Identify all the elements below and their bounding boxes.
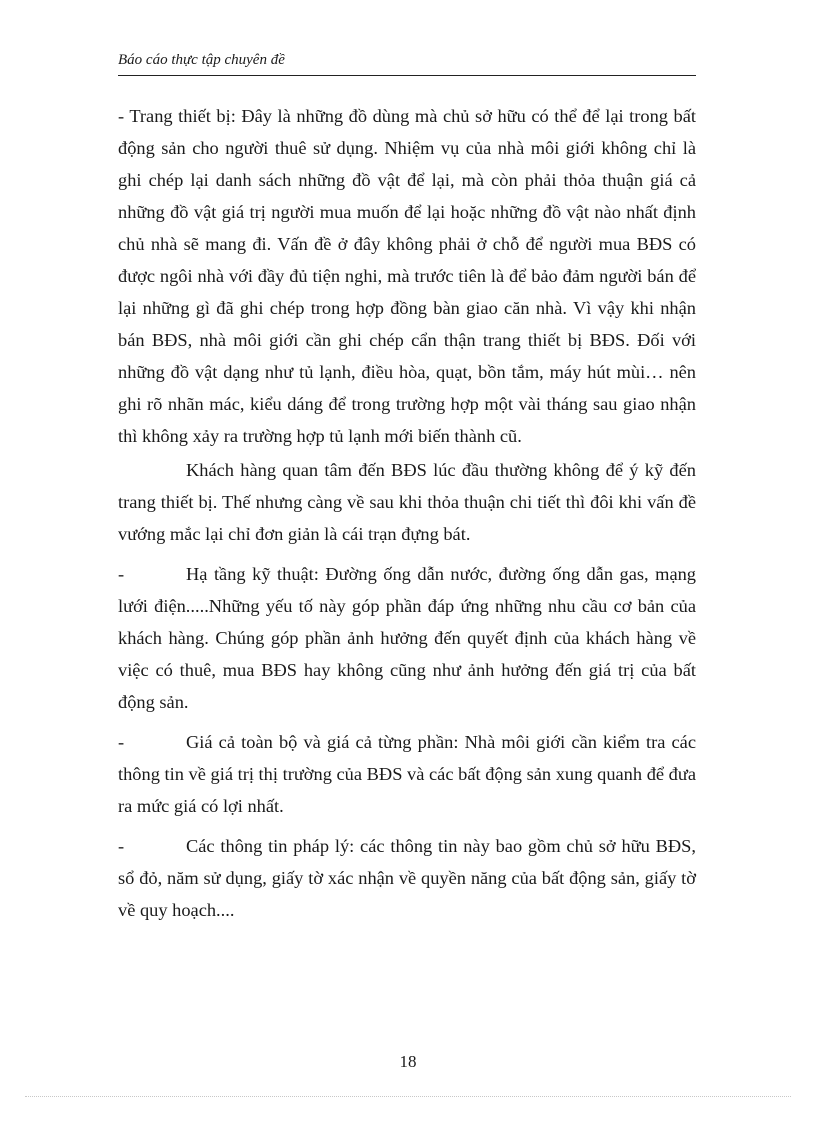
list-item-legal-info — [118, 830, 696, 926]
list-item-pricing — [118, 726, 696, 822]
page-number: 18 — [399, 1052, 417, 1071]
header-divider — [118, 75, 696, 76]
document-body — [118, 100, 696, 934]
list-item-text: Các thông tin pháp lý: các thông tin này bao gồm chủ sở hữu BĐS, sổ đỏ, năm sử dụng, giấy tờ xác nhận về quyền năng của bất động sản, giấy tờ về quy hoạch.... — [118, 836, 696, 920]
list-item-text: Hạ tầng kỹ thuật: Đường ống dẫn nước, đường ống dẫn gas, mạng lưới điện.....Những yếu tố này góp phần đáp ứng những nhu cầu cơ bản của khách hàng. Chúng góp phần ảnh hưởng đến quyết định của khách hàng về việc có thuê, mua BĐS hay không cũng như ảnh hưởng đến giá trị của bất động sản. — [118, 564, 696, 712]
list-item-technical-infrastructure — [118, 558, 696, 718]
list-bullet: - — [118, 732, 125, 752]
paragraph-customer-interest: Khách hàng quan tâm đến BĐS lúc đầu thường không để ý kỹ đến trang thiết bị. Thế nhưng càng về sau khi thỏa thuận chi tiết thì đôi khi vấn đề vướng mắc lại chỉ đơn giản là cái trạn đựng bát. — [118, 460, 696, 544]
list-bullet: - — [118, 836, 125, 856]
paragraph-equipment: - Trang thiết bị: Đây là những đồ dùng mà chủ sở hữu có thể để lại trong bất động sản cho người thuê sử dụng. Nhiệm vụ của nhà môi giới không chỉ là ghi chép lại danh sách những đồ vật để lại, mà còn phải thỏa thuận giá cả những đồ vật giá trị người mua muốn để lại hoặc những đồ vật nào nhất định chủ nhà sẽ mang đi. Vấn đề ở đây không phải ở chỗ để người mua BĐS có được ngôi nhà với đầy đủ tiện nghi, mà trước tiên là để bảo đảm người bán để lại những gì đã ghi chép trong hợp đồng bàn giao căn nhà. Vì vậy khi nhận bán BĐS, nhà môi giới cần ghi chép cẩn thận trang thiết bị BĐS. Đối với những đồ vật dạng như tủ lạnh, điều hòa, quạt, bồn tắm, máy hút mùi… nên ghi rõ nhãn mác, kiểu dáng để trong trường hợp một vài tháng sau giao nhận thì không xảy ra trường hợp tủ lạnh mới biến thành cũ. — [118, 106, 696, 446]
list-bullet: - — [118, 564, 125, 584]
list-item-text: Giá cả toàn bộ và giá cả từng phần: Nhà môi giới cần kiểm tra các thông tin về giá trị thị trường của BĐS và các bất động sản xung quanh để đưa ra mức giá có lợi nhất. — [118, 732, 696, 816]
running-header: Báo cáo thực tập chuyên đề — [118, 52, 285, 68]
page-bottom-border — [25, 1096, 791, 1097]
